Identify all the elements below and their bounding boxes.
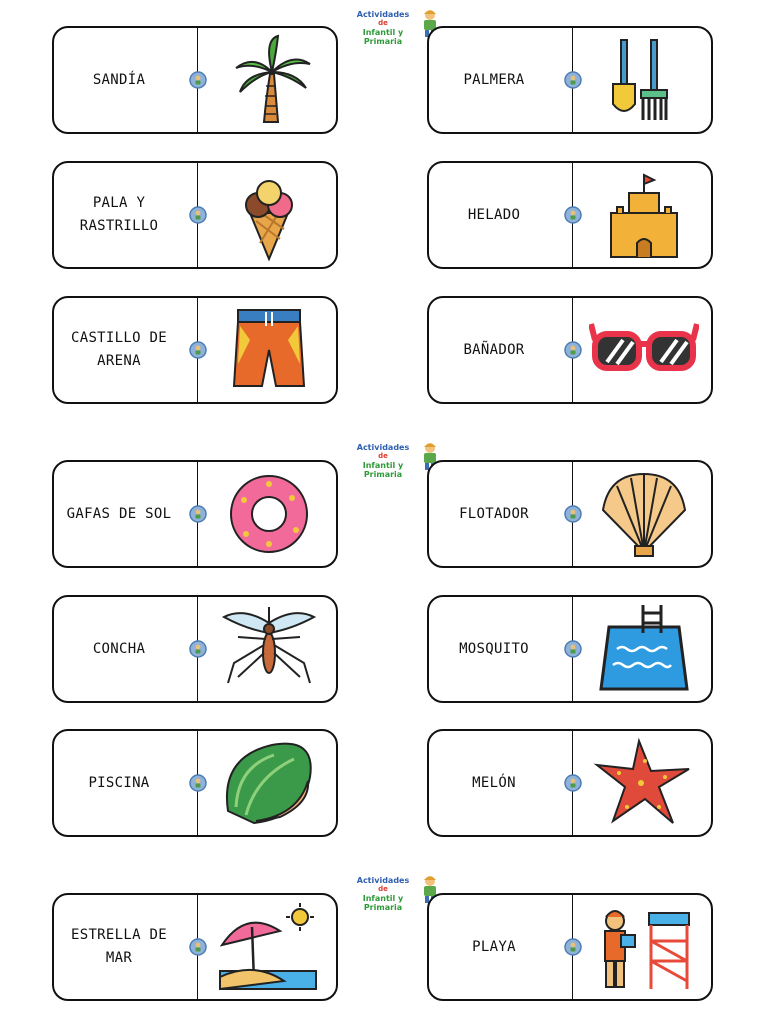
logo-line-2: de [378, 452, 388, 460]
lifeguard-icon [589, 901, 699, 993]
domino-card [52, 161, 338, 269]
domino-card [427, 161, 713, 269]
domino-card [427, 893, 713, 1001]
mascot-dot-icon [564, 206, 582, 224]
mascot-dot-icon [564, 505, 582, 523]
mascot-dot-icon [564, 341, 582, 359]
mosquito-icon [214, 603, 324, 695]
mascot-dot-icon [189, 505, 207, 523]
card-word: SANDÍA [92, 71, 146, 88]
logo-line-1: Actividades [356, 443, 410, 452]
card-word: MELÓN [472, 774, 516, 791]
mascot-dot-icon [189, 71, 207, 89]
card-word: GAFAS DE SOL [66, 505, 172, 522]
domino-card [52, 729, 338, 837]
ice-cream-icon [214, 169, 324, 261]
mascot-dot-icon [189, 206, 207, 224]
swim-ring-icon [214, 468, 324, 560]
domino-card [427, 296, 713, 404]
card-word: CASTILLO DE ARENA [70, 330, 168, 369]
swim-trunks-icon [214, 304, 324, 396]
logo-line-1: Actividades [356, 10, 410, 19]
card-word: MOSQUITO [459, 640, 529, 657]
domino-card [427, 26, 713, 134]
domino-card [52, 296, 338, 404]
logo-line-3: Infantil y Primaria [362, 894, 404, 912]
mascot-dot-icon [564, 71, 582, 89]
card-word: CONCHA [92, 640, 146, 657]
logo-line-1: Actividades [356, 876, 410, 885]
domino-card [52, 460, 338, 568]
mascot-dot-icon [189, 341, 207, 359]
card-word: PALA Y RASTRILLO [79, 195, 159, 234]
domino-card [52, 26, 338, 134]
card-word: HELADO [467, 206, 521, 223]
logo-line-2: de [378, 885, 388, 893]
card-word: PLAYA [472, 938, 516, 955]
card-word: PALMERA [463, 71, 525, 88]
domino-card [427, 729, 713, 837]
logo-line-3: Infantil y Primaria [362, 461, 404, 479]
mascot-dot-icon [564, 640, 582, 658]
seashell-icon [589, 468, 699, 560]
logo-line-3: Infantil y Primaria [362, 28, 404, 46]
card-word: PISCINA [88, 774, 150, 791]
mascot-dot-icon [564, 774, 582, 792]
domino-card [52, 595, 338, 703]
sunglasses-icon [589, 304, 699, 396]
card-word: FLOTADOR [459, 505, 529, 522]
starfish-icon [589, 737, 699, 829]
card-word: BAÑADOR [463, 341, 525, 358]
melon-icon [214, 737, 324, 829]
swimming-pool-icon [589, 603, 699, 695]
domino-card [427, 595, 713, 703]
domino-card [52, 893, 338, 1001]
domino-card [427, 460, 713, 568]
mascot-dot-icon [189, 938, 207, 956]
shovel-rake-icon [589, 34, 699, 126]
card-word: ESTRELLA DE MAR [70, 927, 168, 966]
beach-umbrella-icon [214, 901, 324, 993]
mascot-dot-icon [189, 774, 207, 792]
logo-line-2: de [378, 19, 388, 27]
mascot-dot-icon [189, 640, 207, 658]
sandcastle-icon [589, 169, 699, 261]
mascot-dot-icon [564, 938, 582, 956]
palm-tree-icon [214, 34, 324, 126]
